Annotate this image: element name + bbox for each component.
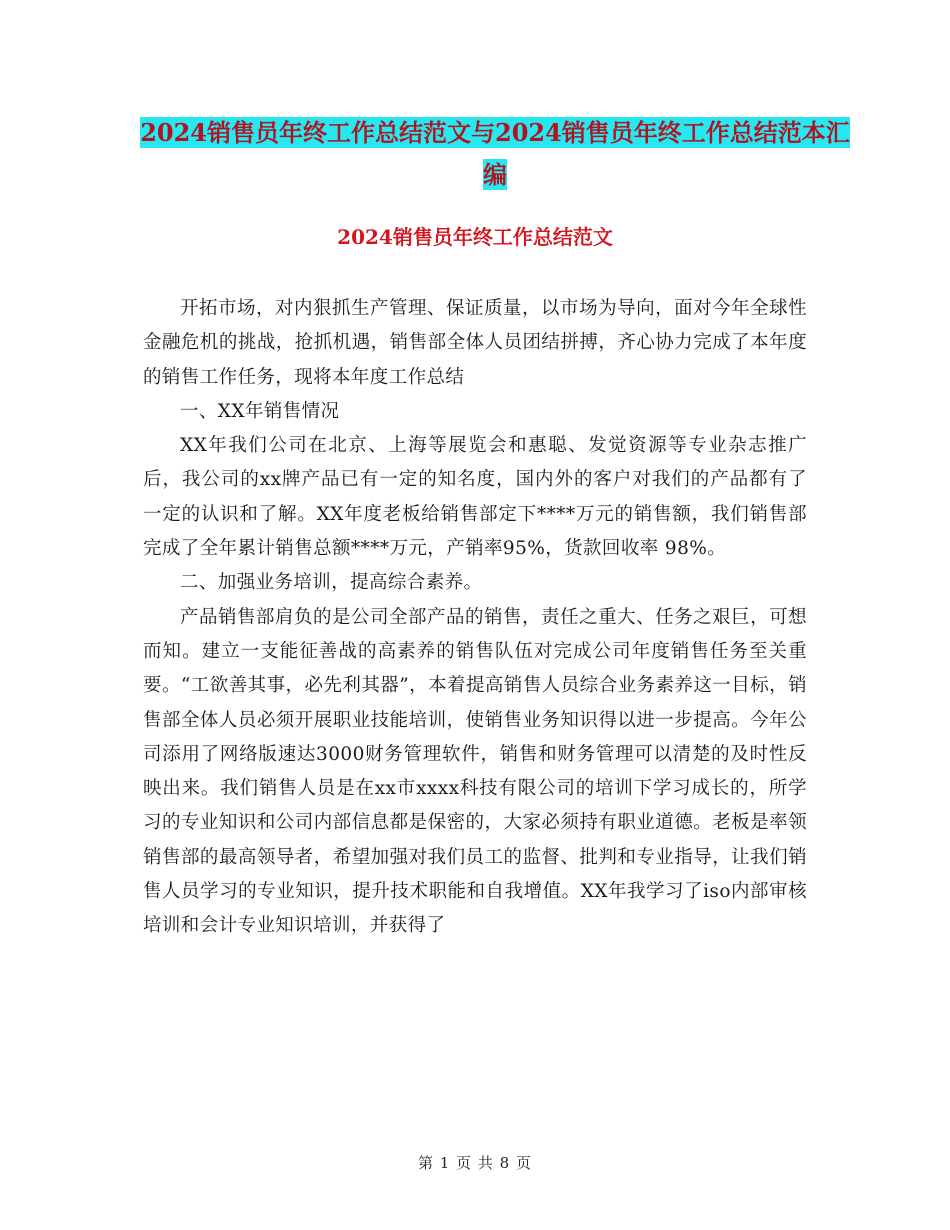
document-title [140, 112, 850, 196]
page-footer: 第 1 页 共 8 页 [418, 1154, 532, 1172]
paragraph-intro: 开拓市场，对内狠抓生产管理、保证质量，以市场为导向，面对今年全球性金融危机的挑战，抢抓机遇，销售部全体人员团结拼搏，齐心协力完成了本年度的销售工作任务，现将本年度工作总结 [143, 298, 807, 388]
heading-sales-situation: 一、XX年销售情况 [180, 400, 340, 422]
document-body [143, 292, 807, 944]
paragraph-sales-situation: XX年我们公司在北京、上海等展览会和惠聪、发觉资源等专业杂志推广后，我公司的xx牌产品已有一定的知名度，国内外的客户对我们的产品都有了一定的认识和了解。XX年度老板给销售部定下****万元的销售额，我们销售部完成了全年累计销售总额****万元，产销率95%，货款回收率 98%。 [143, 435, 807, 560]
heading-training: 二、加强业务培训，提高综合素养。 [180, 572, 483, 594]
document-title-highlight: 2024销售员年终工作总结范文与2024销售员年终工作总结范本汇编 [140, 118, 850, 189]
paragraph-training: 产品销售部肩负的是公司全部产品的销售，责任之重大、任务之艰巨，可想而知。建立一支能征善战的高素养的销售队伍对完成公司年度销售任务至关重要。“工欲善其事，必先利其器”，本着提高销售人员综合业务素养这一目标，销售部全体人员必须开展职业技能培训，使销售业务知识得以进一步提高。今年公司添用了网络版速达3000财务管理软件，销售和财务管理可以清楚的及时性反映出来。我们销售人员是在xx市xxxx科技有限公司的培训下学习成长的，所学习的专业知识和公司内部信息都是保密的，大家必须持有职业道德。老板是率领销售部的最高领导者，希望加强对我们员工的监督、批判和专业指导，让我们销售人员学习的专业知识，提升技术职能和自我增值。XX年我学习了iso内部审核培训和会计专业知识培训，并获得了 [143, 606, 807, 937]
section-title: 2024销售员年终工作总结范文 [337, 225, 613, 249]
